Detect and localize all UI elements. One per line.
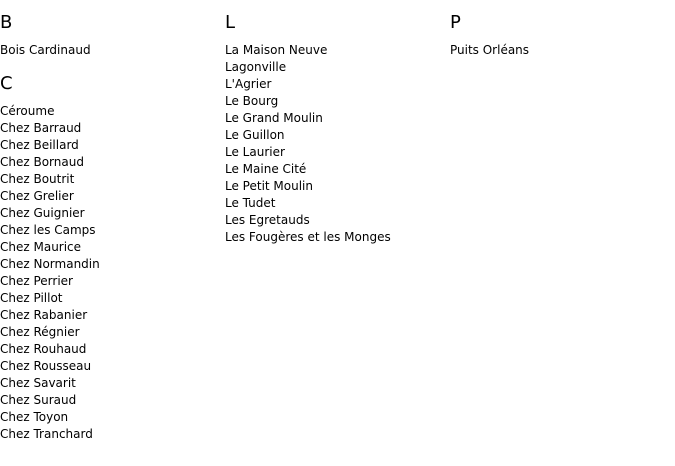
list-item: Chez Perrier [0,274,73,288]
letter-group-l [225,12,450,246]
letter-heading-p: P [450,12,461,33]
place-list-l [225,42,450,246]
list-item: La Maison Neuve [225,43,328,57]
list-item: Chez Rabanier [0,308,88,322]
list-item: Chez Pillot [0,291,63,305]
column-1 [0,0,225,443]
column-2 [225,0,450,246]
letter-heading-b: B [0,12,13,33]
list-item: Le Bourg [225,94,279,108]
list-item: Chez Barraud [0,121,82,135]
list-item: Les Egretauds [225,213,310,227]
list-item: Lagonville [225,60,287,74]
list-item: Le Tudet [225,196,276,210]
list-item: Chez Normandin [0,257,100,271]
list-item: L'Agrier [225,77,272,91]
list-item: Le Maine Cité [225,162,307,176]
column-3 [450,0,675,59]
place-list-c [0,103,225,443]
list-item: Bois Cardinaud [0,43,91,57]
list-item: Chez Beillard [0,138,79,152]
list-item: Chez Guignier [0,206,85,220]
place-list-p [450,42,675,59]
list-item: Chez Maurice [0,240,82,254]
list-item: Céroume [0,104,55,118]
letter-heading-c: C [0,73,13,94]
list-item: Puits Orléans [450,43,530,57]
letter-heading-l: L [225,12,236,33]
list-item: Le Guillon [225,128,285,142]
list-item: Le Grand Moulin [225,111,323,125]
list-item: Chez Rouhaud [0,342,87,356]
letter-group-p [450,12,675,59]
list-item: Chez Boutrit [0,172,75,186]
list-item: Chez Grelier [0,189,74,203]
list-item: Chez Régnier [0,325,80,339]
list-item: Chez les Camps [0,223,96,237]
list-item: Chez Tranchard [0,427,93,441]
list-item: Chez Suraud [0,393,77,407]
place-list-b [0,42,225,59]
list-item: Le Petit Moulin [225,179,313,193]
list-item: Le Laurier [225,145,285,159]
list-item: Chez Bornaud [0,155,84,169]
list-item: Chez Rousseau [0,359,92,373]
list-item: Chez Savarit [0,376,76,390]
list-item: Chez Toyon [0,410,69,424]
list-item: Les Fougères et les Monges [225,230,391,244]
letter-group-b [0,12,225,59]
letter-group-c [0,73,225,443]
